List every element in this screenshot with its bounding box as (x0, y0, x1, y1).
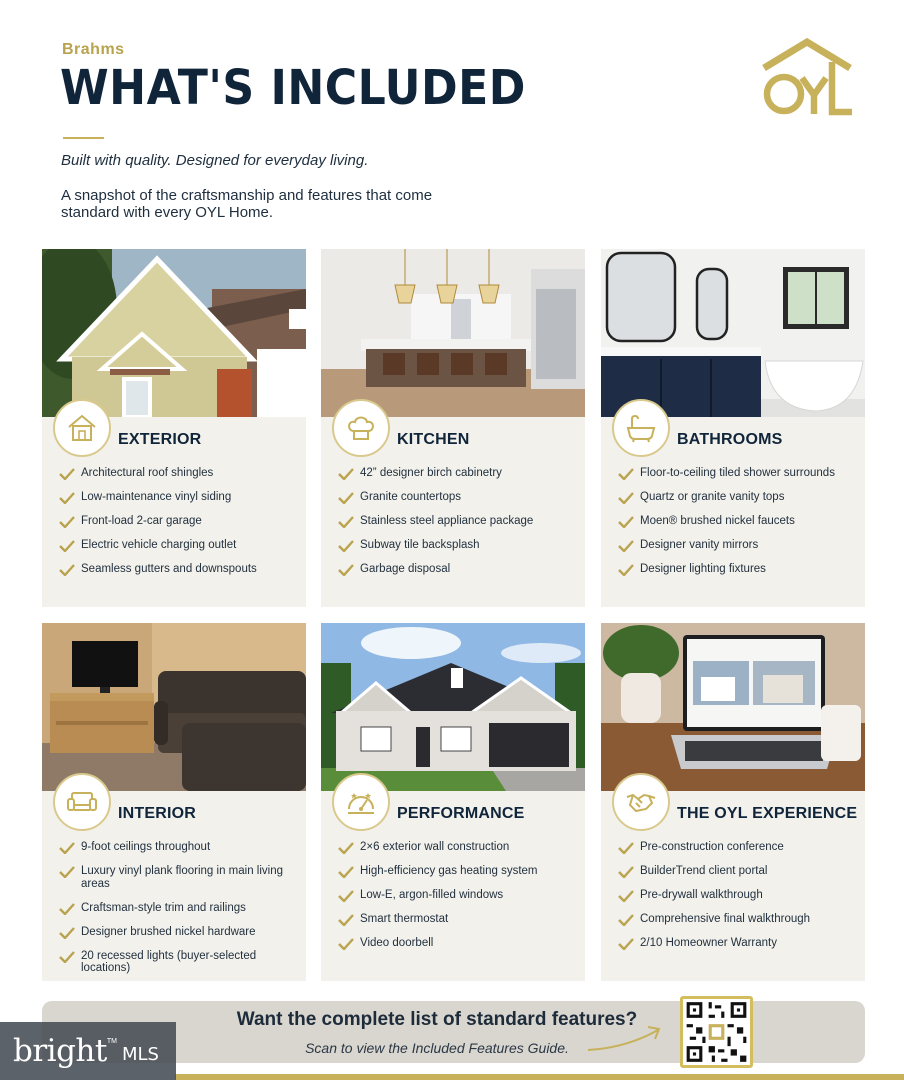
checkmark-icon (618, 842, 634, 854)
bright-mls-watermark (0, 1022, 176, 1080)
performance-card (321, 623, 585, 981)
feature-list (338, 841, 577, 961)
list-item: Designer brushed nickel hardware (59, 926, 298, 939)
checkmark-icon (59, 927, 75, 939)
list-item: 20 recessed lights (buyer-selected locations) (59, 950, 298, 975)
list-item: Low-maintenance vinyl siding (59, 491, 298, 504)
sofa-icon (53, 773, 111, 831)
list-item: Low-E, argon-filled windows (338, 889, 577, 902)
list-item: BuilderTrend client portal (618, 865, 857, 878)
cta-title: Want the complete list of standard features? (236, 1009, 638, 1030)
checkmark-icon (618, 516, 634, 528)
chef-hat-icon (332, 399, 390, 457)
list-item: Comprehensive final walkthrough (618, 913, 857, 926)
list-item: 2×6 exterior wall construction (338, 841, 577, 854)
bathrooms-card (601, 249, 865, 607)
checkmark-icon (338, 914, 354, 926)
list-item: Granite countertops (338, 491, 577, 504)
checkmark-icon (618, 564, 634, 576)
list-item: 9-foot ceilings throughout (59, 841, 298, 854)
checkmark-icon (338, 492, 354, 504)
gauge-icon (332, 773, 390, 831)
page-title: WHAT'S INCLUDED (60, 60, 526, 116)
card-heading: INTERIOR (118, 805, 197, 822)
list-item: Craftsman-style trim and railings (59, 902, 298, 915)
list-item: Floor-to-ceiling tiled shower surrounds (618, 467, 857, 480)
oyl-logo (758, 38, 856, 118)
feature-list (618, 841, 857, 961)
checkmark-icon (338, 842, 354, 854)
list-item: Subway tile backsplash (338, 539, 577, 552)
checkmark-icon (338, 890, 354, 902)
card-heading: THE OYL EXPERIENCE (677, 805, 858, 822)
checkmark-icon (59, 492, 75, 504)
list-item: 2/10 Homeowner Warranty (618, 937, 857, 950)
list-item: High-efficiency gas heating system (338, 865, 577, 878)
living-room-photo (42, 623, 306, 791)
feature-list (618, 467, 857, 587)
checkmark-icon (59, 516, 75, 528)
bottom-accent-bar (175, 1074, 904, 1080)
checkmark-icon (618, 938, 634, 950)
bathtub-icon (612, 399, 670, 457)
oyl-experience-card (601, 623, 865, 981)
checkmark-icon (59, 468, 75, 480)
list-item: 42” designer birch cabinetry (338, 467, 577, 480)
watermark-tm: TM (106, 1037, 117, 1045)
checkmark-icon (338, 516, 354, 528)
intro-text: A snapshot of the craftsmanship and features that come standard with every OYL Home. (61, 187, 433, 221)
checkmark-icon (338, 540, 354, 552)
list-item: Moen® brushed nickel faucets (618, 515, 857, 528)
list-item: Designer lighting fixtures (618, 563, 857, 576)
list-item: Architectural roof shingles (59, 467, 298, 480)
handshake-icon (612, 773, 670, 831)
checkmark-icon (59, 564, 75, 576)
list-item: Electric vehicle charging outlet (59, 539, 298, 552)
bathroom-vanity-photo (601, 249, 865, 417)
checkmark-icon (618, 492, 634, 504)
checkmark-icon (618, 914, 634, 926)
list-item: Pre-drywall walkthrough (618, 889, 857, 902)
feature-list (59, 467, 298, 587)
list-item: Luxury vinyl plank flooring in main living areas (59, 865, 298, 890)
list-item: Quartz or granite vanity tops (618, 491, 857, 504)
checkmark-icon (59, 866, 75, 878)
checkmark-icon (338, 866, 354, 878)
craftsman-house-exterior-photo (42, 249, 306, 417)
tagline: Built with quality. Designed for everyday living. (61, 152, 369, 169)
list-item: Seamless gutters and downspouts (59, 563, 298, 576)
qr-code[interactable] (680, 996, 753, 1068)
feature-list (59, 841, 298, 986)
interior-card (42, 623, 306, 981)
checkmark-icon (59, 951, 75, 963)
card-heading: PERFORMANCE (397, 805, 525, 822)
list-item: Video doorbell (338, 937, 577, 950)
checkmark-icon (618, 890, 634, 902)
list-item: Stainless steel appliance package (338, 515, 577, 528)
exterior-card (42, 249, 306, 607)
list-item: Smart thermostat (338, 913, 577, 926)
title-divider (63, 137, 104, 139)
subdivision-label: Brahms (62, 41, 125, 58)
list-item: Designer vanity mirrors (618, 539, 857, 552)
cta-subtitle: Scan to view the Included Features Guide. (305, 1040, 569, 1056)
checkmark-icon (338, 564, 354, 576)
checkmark-icon (618, 468, 634, 480)
card-heading: KITCHEN (397, 431, 470, 448)
arrow-icon (586, 1018, 666, 1054)
list-item: Garbage disposal (338, 563, 577, 576)
feature-list (338, 467, 577, 587)
watermark-suffix: MLS (121, 1043, 159, 1065)
watermark-brand: bright (13, 1033, 107, 1069)
card-heading: EXTERIOR (118, 431, 202, 448)
checkmark-icon (59, 540, 75, 552)
checkmark-icon (618, 540, 634, 552)
checkmark-icon (59, 842, 75, 854)
laptop-portal-photo (601, 623, 865, 791)
checkmark-icon (618, 866, 634, 878)
checkmark-icon (338, 468, 354, 480)
list-item: Pre-construction conference (618, 841, 857, 854)
list-item: Front-load 2-car garage (59, 515, 298, 528)
house-front-garage-photo (321, 623, 585, 791)
card-heading: BATHROOMS (677, 431, 783, 448)
checkmark-icon (59, 903, 75, 915)
kitchen-island-photo (321, 249, 585, 417)
kitchen-card (321, 249, 585, 607)
house-icon (53, 399, 111, 457)
checkmark-icon (338, 938, 354, 950)
